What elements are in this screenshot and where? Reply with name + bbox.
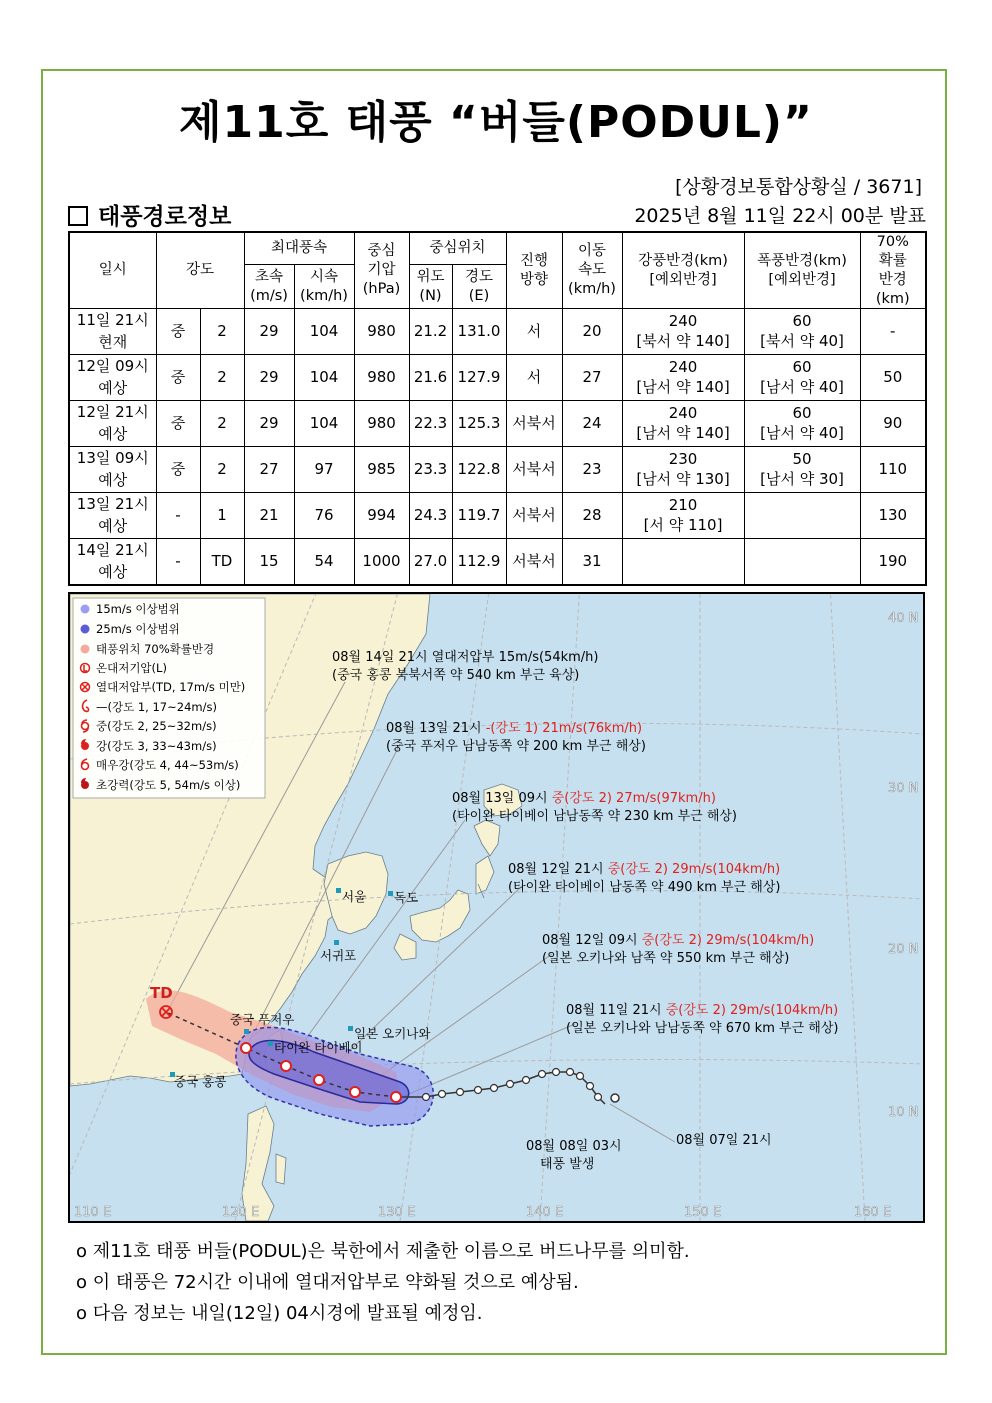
lat-label: 20 N: [888, 942, 919, 957]
annotation-12d21h-time: 08월 12일 21시: [508, 862, 608, 877]
cell-direction: 서북서: [506, 493, 562, 539]
office-label: [상황경보통합상황실 / 3671]: [675, 176, 922, 198]
header-lat: 위도 (N): [409, 264, 452, 308]
cell-wind-kmh: 104: [294, 355, 354, 401]
genesis-time: 08월 08일 03시: [526, 1139, 622, 1154]
cell-direction: 서북서: [506, 447, 562, 493]
td-label: TD: [150, 984, 173, 1002]
cell-pressure: 980: [354, 309, 409, 355]
cell-time: 13일 09시 예상: [69, 447, 156, 493]
cell-wind-kmh: 104: [294, 309, 354, 355]
cell-lon: 122.8: [452, 447, 506, 493]
circle-pink-icon: [81, 645, 90, 654]
place-dokdo: 독도: [394, 890, 419, 905]
annotation-13d09h-time: 08월 13일 09시: [452, 791, 552, 806]
cell-lon: 119.7: [452, 493, 506, 539]
annotation-13d21h-time: 08월 13일 21시: [386, 721, 486, 736]
annotation-11d21h-desc: (일본 오키나와 남남동쪽 약 670 km 부근 해상): [566, 1021, 839, 1036]
cell-gale-radius: 210 [서 약 110]: [622, 493, 744, 539]
cell-time: 11일 21시 현재: [69, 309, 156, 355]
table-row: [69, 401, 926, 447]
place-okinawa: 일본 오키나와: [354, 1026, 431, 1041]
cell-prob-radius: -: [860, 309, 926, 355]
header-wind-ms: 초속 (m/s): [244, 264, 294, 308]
cell-pressure: 994: [354, 493, 409, 539]
map-legend: [73, 598, 265, 798]
annotation-12d09h-desc: (일본 오키나와 남쪽 약 550 km 부근 해상): [542, 951, 790, 966]
svg-text:08월 13일 21시 -(강도 1) 21m/s(76km: [386, 720, 642, 736]
lon-label: 130 E: [378, 1205, 416, 1220]
annotation-13d09h-intensity: 중(강도 2) 27m/s(97km/h): [551, 791, 716, 806]
header-pressure: 중심 기압 (hPa): [354, 232, 409, 309]
cell-time: 12일 21시 예상: [69, 401, 156, 447]
note-line: o 다음 정보는 내일(12일) 04시경에 발표될 예정임.: [76, 1303, 483, 1324]
svg-text:08월 12일 09시 중(강도 2) 29m/s(104k: [542, 932, 814, 948]
cell-wind-ms: 15: [244, 539, 294, 585]
cell-lat: 23.3: [409, 447, 452, 493]
cell-wind-kmh: 104: [294, 401, 354, 447]
lon-label: 120 E: [222, 1205, 260, 1220]
track-point-13d09h: [281, 1061, 291, 1071]
note-line: o 이 태풍은 72시간 이내에 열대저압부로 약화될 것으로 예상됨.: [76, 1272, 579, 1293]
track-map: [68, 592, 925, 1223]
place-taipei: 타이완 타이베이: [274, 1040, 363, 1055]
circle-blue-icon: [81, 625, 90, 634]
notes-section: [76, 1236, 690, 1329]
svg-text:08월 12일 21시 중(강도 2) 29m/s(104k: [508, 861, 780, 877]
track-point-13d21h: [241, 1043, 251, 1053]
lon-label: 160 E: [854, 1205, 892, 1220]
legend-label: 중(강도 2, 25~32m/s): [96, 719, 217, 733]
note-line: o 제11호 태풍 버들(PODUL)은 북한에서 제출한 이름으로 버드나무를 의미함.: [76, 1241, 690, 1262]
svg-text:08월 11일 21시 중(강도 2) 29m/s(104k: [566, 1002, 838, 1018]
legend-label: 초강력(강도 5, 54m/s 이상): [96, 778, 241, 792]
annotation-12d09h-time: 08월 12일 09시: [542, 933, 642, 948]
cell-grade: 1: [200, 493, 244, 539]
annotation-13d21h-intensity: -(강도 1) 21m/s(76km/h): [485, 721, 643, 736]
legend-label: 열대저압부(TD, 17m/s 미만): [96, 680, 246, 694]
cell-pressure: 985: [354, 447, 409, 493]
circle-light-blue-icon: [81, 605, 90, 614]
cell-speed: 20: [562, 309, 622, 355]
track-point-12d21h: [314, 1075, 324, 1085]
table-row: [69, 539, 926, 585]
cell-class: 중: [156, 309, 200, 355]
annotation-11d21h-time: 08월 11일 21시: [566, 1003, 666, 1018]
cell-prob-radius: 130: [860, 493, 926, 539]
checkbox-icon: [68, 206, 88, 226]
cell-storm-radius: 60 [북서 약 40]: [744, 309, 860, 355]
cell-grade: 2: [200, 447, 244, 493]
legend-label: 매우강(강도 4, 44~53m/s): [96, 758, 239, 772]
header-time: 일시: [69, 232, 156, 309]
cell-class: 중: [156, 447, 200, 493]
cell-direction: 서: [506, 309, 562, 355]
cell-time: 12일 09시 예상: [69, 355, 156, 401]
place-hongkong: 중국 홍콩: [174, 1074, 227, 1089]
genesis-label: 태풍 발생: [540, 1157, 595, 1172]
cell-speed: 27: [562, 355, 622, 401]
place-seoul: 서울: [342, 889, 367, 904]
cell-wind-kmh: 54: [294, 539, 354, 585]
lon-label: 140 E: [526, 1205, 564, 1220]
header-max-wind: 최대풍속: [244, 232, 354, 264]
cell-class: 중: [156, 401, 200, 447]
legend-label: 강(강도 3, 33~43m/s): [96, 739, 217, 753]
cell-gale-radius: 240 [남서 약 140]: [622, 401, 744, 447]
cell-storm-radius: [744, 493, 860, 539]
header-intensity: 강도: [156, 232, 244, 309]
table-row: [69, 493, 926, 539]
issued-time: 2025년 8월 11일 22시 00분 발표: [634, 205, 926, 227]
cell-gale-radius: 230 [남서 약 130]: [622, 447, 744, 493]
cell-prob-radius: 190: [860, 539, 926, 585]
table-row: [69, 447, 926, 493]
cell-time: 13일 21시 예상: [69, 493, 156, 539]
legend-label: 15m/s 이상범위: [96, 602, 180, 616]
cell-wind-ms: 29: [244, 355, 294, 401]
cell-direction: 서북서: [506, 401, 562, 447]
annotation-14d21h-title: 08월 14일 21시 열대저압부 15m/s(54km/h): [332, 650, 599, 665]
header-storm-radius: 폭풍반경(km) [예외반경]: [744, 232, 860, 309]
cell-grade: 2: [200, 309, 244, 355]
cell-wind-ms: 29: [244, 401, 294, 447]
cell-prob-radius: 110: [860, 447, 926, 493]
svg-text:08월 14일 21시 열대저압부 15m/s(54km/h: [332, 649, 598, 665]
cell-grade: 2: [200, 355, 244, 401]
legend-label: 온대저기압(L): [96, 661, 167, 675]
legend-label: 25m/s 이상범위: [96, 622, 180, 636]
cell-speed: 31: [562, 539, 622, 585]
cell-lat: 21.2: [409, 309, 452, 355]
genesis-point: [611, 1094, 619, 1102]
annotation-13d21h-desc: (중국 푸저우 남남동쪽 약 200 km 부근 해상): [386, 739, 646, 754]
svg-text:08월 13일 09시 중(강도 2) 27m/s(97km: [452, 790, 716, 806]
cell-grade: TD: [200, 539, 244, 585]
legend-label: —(강도 1, 17~24m/s): [96, 700, 217, 714]
cell-lat: 27.0: [409, 539, 452, 585]
cell-class: -: [156, 493, 200, 539]
cell-lat: 22.3: [409, 401, 452, 447]
cell-speed: 24: [562, 401, 622, 447]
table-row: [69, 309, 926, 355]
cell-lon: 127.9: [452, 355, 506, 401]
header-prob-radius: 70% 확률 반경 (km): [860, 232, 926, 309]
lon-label: 110 E: [74, 1205, 112, 1220]
cell-lon: 112.9: [452, 539, 506, 585]
cell-lat: 21.6: [409, 355, 452, 401]
table-row: [69, 355, 926, 401]
cell-direction: 서: [506, 355, 562, 401]
header-center: 중심위치: [409, 232, 506, 264]
annotation-12d09h-intensity: 중(강도 2) 29m/s(104km/h): [641, 933, 815, 948]
track-point-11d21h: [391, 1092, 401, 1102]
cell-wind-ms: 27: [244, 447, 294, 493]
cell-storm-radius: 60 [남서 약 40]: [744, 355, 860, 401]
lat-label: 30 N: [888, 781, 919, 796]
cell-pressure: 980: [354, 355, 409, 401]
cell-lat: 24.3: [409, 493, 452, 539]
header-speed: 이동 속도 (km/h): [562, 232, 622, 309]
annotation-14d21h-desc: (중국 홍콩 북북서쪽 약 540 km 부근 육상): [332, 668, 580, 683]
section-title: 태풍경로정보: [68, 198, 231, 231]
lon-label: 150 E: [684, 1205, 722, 1220]
cell-speed: 28: [562, 493, 622, 539]
header-direction: 진행 방향: [506, 232, 562, 309]
header-gale-radius: 강풍반경(km) [예외반경]: [622, 232, 744, 309]
cell-storm-radius: 50 [남서 약 30]: [744, 447, 860, 493]
page-title: 제11호 태풍 “버들(PODUL)”: [179, 97, 813, 148]
cell-pressure: 1000: [354, 539, 409, 585]
cell-grade: 2: [200, 401, 244, 447]
cell-wind-kmh: 97: [294, 447, 354, 493]
cell-lon: 131.0: [452, 309, 506, 355]
header-lon: 경도 (E): [452, 264, 506, 308]
place-seogwipo: 서귀포: [320, 948, 357, 963]
header-wind-kmh: 시속 (km/h): [294, 264, 354, 308]
cell-gale-radius: 240 [북서 약 140]: [622, 309, 744, 355]
annotation-12d21h-intensity: 중(강도 2) 29m/s(104km/h): [607, 862, 781, 877]
cell-prob-radius: 90: [860, 401, 926, 447]
cell-speed: 23: [562, 447, 622, 493]
annotation-12d21h-desc: (타이완 타이베이 남동쪽 약 490 km 부근 해상): [508, 880, 781, 895]
cell-lon: 125.3: [452, 401, 506, 447]
annotation-11d21h-intensity: 중(강도 2) 29m/s(104km/h): [665, 1003, 839, 1018]
cell-direction: 서북서: [506, 539, 562, 585]
track-point-12d09h: [350, 1087, 360, 1097]
lat-label: 10 N: [888, 1105, 919, 1120]
cell-class: -: [156, 539, 200, 585]
cell-wind-ms: 29: [244, 309, 294, 355]
cell-wind-ms: 21: [244, 493, 294, 539]
cell-prob-radius: 50: [860, 355, 926, 401]
place-fuzhou: 중국 푸저우: [230, 1012, 295, 1027]
typhoon-track-table: [68, 231, 927, 586]
legend-label: 태풍위치 70%확률반경: [96, 642, 215, 656]
cell-class: 중: [156, 355, 200, 401]
annotation-13d09h-desc: (타이완 타이베이 남남동쪽 약 230 km 부근 해상): [452, 809, 738, 824]
start-time-label: 08월 07일 21시: [676, 1133, 772, 1148]
cell-gale-radius: [622, 539, 744, 585]
cell-storm-radius: 60 [남서 약 40]: [744, 401, 860, 447]
cell-gale-radius: 240 [남서 약 140]: [622, 355, 744, 401]
cell-wind-kmh: 76: [294, 493, 354, 539]
lat-label: 40 N: [888, 611, 919, 626]
cell-pressure: 980: [354, 401, 409, 447]
cell-storm-radius: [744, 539, 860, 585]
cell-time: 14일 21시 예상: [69, 539, 156, 585]
